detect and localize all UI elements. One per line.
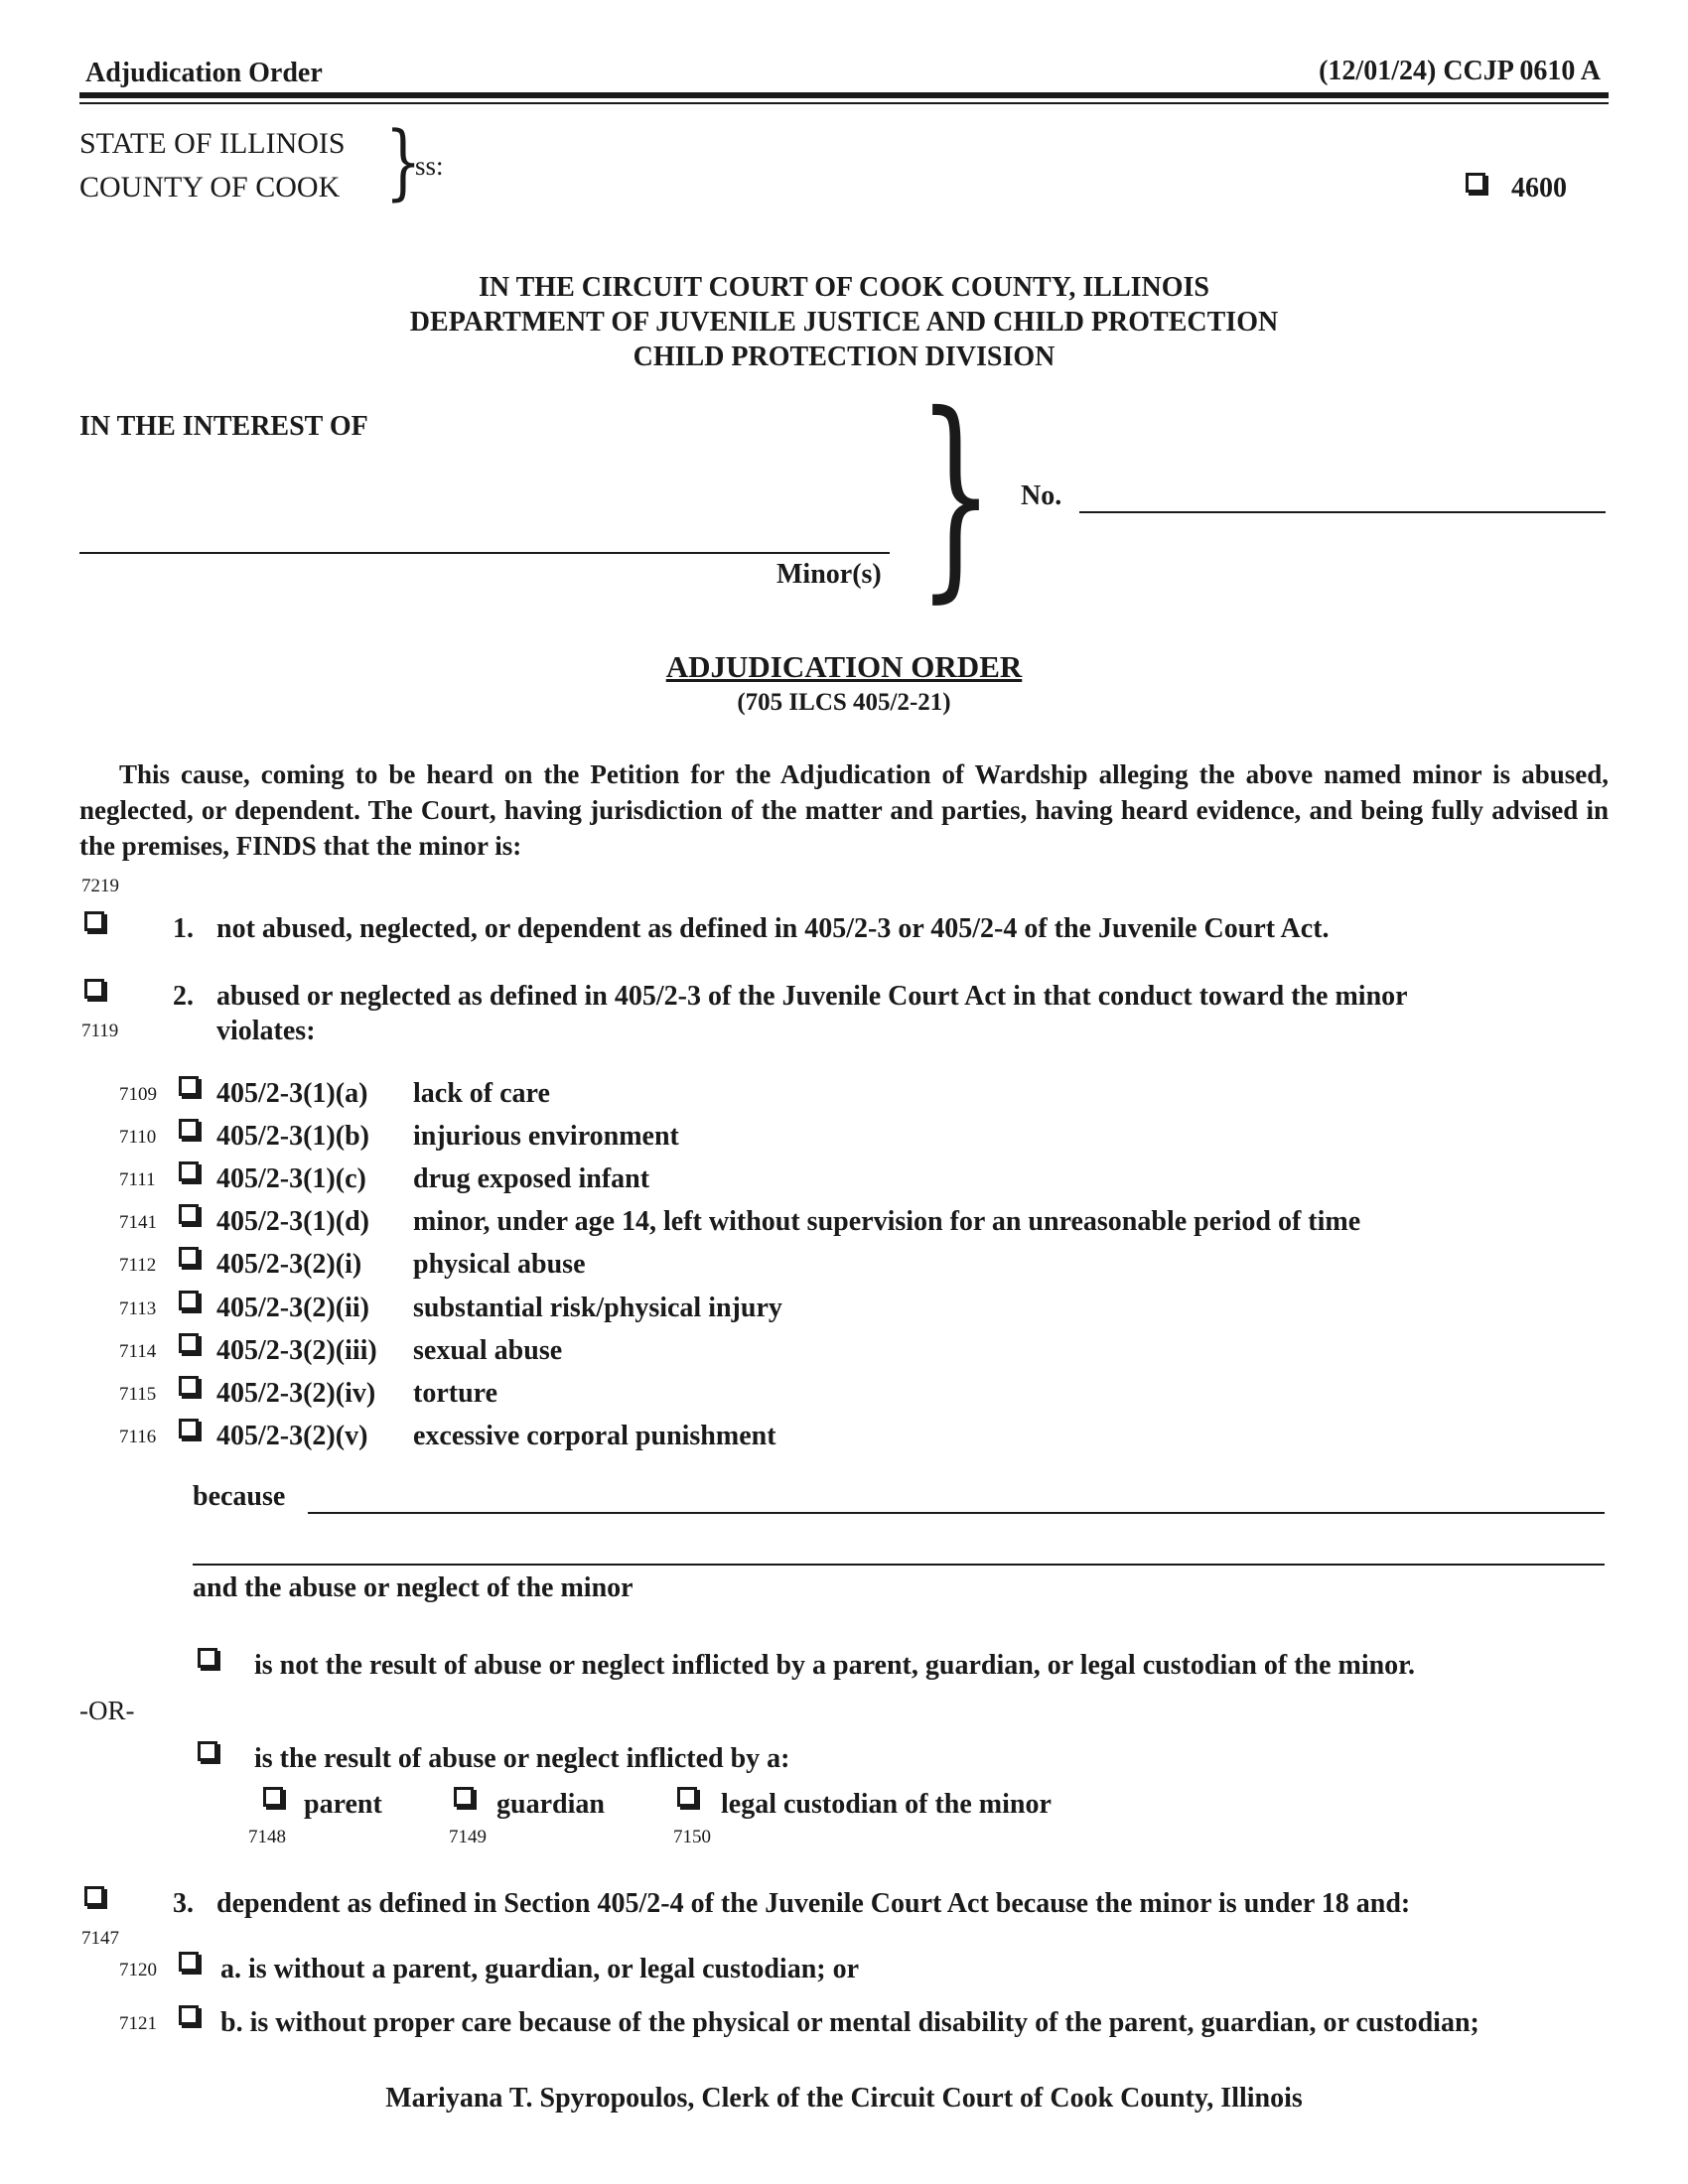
finding2-text-line2: violates: [216,1016,316,1046]
finding1-checkbox[interactable] [84,911,104,931]
order-statute: (705 ILCS 405/2-21) [737,689,951,716]
venue-state: STATE OF ILLINOIS [79,127,346,160]
violation-checkbox[interactable] [179,1419,199,1438]
venue-ss: ss: [415,151,444,181]
legal-custodian-code: 7150 [673,1827,711,1847]
abuse-neglect-label: and the abuse or neglect of the minor [193,1572,633,1603]
violation-section: 405/2-3(1)(c) [216,1163,366,1194]
violation-description: substantial risk/physical injury [413,1293,782,1323]
order-title: ADJUDICATION ORDER [665,649,1023,684]
violation-checkbox[interactable] [179,1076,199,1096]
or-label: -OR- [79,1696,135,1725]
finding2-checkbox[interactable] [84,979,104,999]
finding2-code: 7119 [81,1021,119,1041]
violation-checkbox[interactable] [179,1333,199,1353]
violation-code: 7113 [119,1298,157,1319]
finding3-code: 7147 [81,1928,119,1949]
violation-description: torture [413,1378,497,1409]
finding3b-checkbox[interactable] [179,2005,199,2025]
violation-checkbox[interactable] [179,1119,199,1139]
parent-label: parent [304,1789,382,1820]
violation-checkbox[interactable] [179,1204,199,1224]
violation-code: 7114 [119,1341,157,1362]
parent-checkbox[interactable] [263,1787,283,1807]
violation-description: lack of care [413,1078,550,1109]
interest-of-label: IN THE INTEREST OF [79,411,368,442]
violation-section: 405/2-3(2)(ii) [216,1293,369,1323]
header-rule-thin [79,102,1609,104]
violation-description: injurious environment [413,1121,679,1152]
violation-description: drug exposed infant [413,1163,650,1194]
because-line-1[interactable] [308,1512,1605,1514]
violation-description: physical abuse [413,1249,586,1280]
violation-section: 405/2-3(2)(iii) [216,1335,377,1366]
guardian-code: 7149 [449,1827,487,1847]
finding1-num: 1. [173,913,194,944]
violation-code: 7141 [119,1212,157,1233]
finding3-text: dependent as defined in Section 405/2-4 of the Juvenile Court Act because the minor is under 18 and: [216,1888,1411,1919]
violation-code: 7112 [119,1255,157,1276]
violation-section: 405/2-3(1)(a) [216,1078,368,1109]
court-line2: DEPARTMENT OF JUVENILE JUSTICE AND CHILD PROTECTION [409,307,1279,338]
violation-code: 7110 [119,1127,157,1148]
finding3-checkbox[interactable] [84,1886,104,1906]
is-result-text: is the result of abuse or neglect inflicted by a: [254,1743,790,1774]
guardian-label: guardian [496,1789,605,1820]
violation-checkbox[interactable] [179,1376,199,1396]
caption-brace: } [917,367,994,621]
violation-checkbox[interactable] [179,1291,199,1310]
finding1-text: not abused, neglected, or dependent as defined in 405/2-3 or 405/2-4 of the Juvenile Court Act. [216,913,1330,944]
violation-section: 405/2-3(2)(i) [216,1249,362,1280]
code-4600: 4600 [1511,173,1567,204]
violation-section: 405/2-3(1)(d) [216,1206,369,1237]
because-line-2[interactable] [193,1564,1605,1566]
finding3b-code: 7121 [119,2013,157,2034]
violation-section: 405/2-3(1)(b) [216,1121,369,1152]
case-no-label: No. [1021,480,1062,511]
violation-code: 7115 [119,1384,157,1405]
finding2-text-line1: abused or neglected as defined in 405/2-3 of the Juvenile Court Act in that conduct toward the minor [216,981,1408,1012]
not-result-checkbox[interactable] [198,1648,217,1668]
finding2-num: 2. [173,981,194,1012]
parent-code: 7148 [248,1827,286,1847]
venue-brace: } [384,115,422,209]
finding3a-checkbox[interactable] [179,1952,199,1972]
violation-checkbox[interactable] [179,1161,199,1181]
finding3a-text: a. is without a parent, guardian, or legal custodian; or [220,1954,860,1984]
finding3a-code: 7120 [119,1960,157,1980]
case-no-line[interactable] [1079,511,1606,513]
guardian-checkbox[interactable] [454,1787,474,1807]
violation-description: minor, under age 14, left without supervision for an unreasonable period of time [413,1206,1361,1237]
violation-code: 7116 [119,1427,157,1447]
is-result-checkbox[interactable] [198,1741,217,1761]
form-code: (12/01/24) CCJP 0610 A [1319,56,1601,86]
not-result-text: is not the result of abuse or neglect inflicted by a parent, guardian, or legal custodian of the minor. [254,1650,1416,1681]
violation-section: 405/2-3(2)(iv) [216,1378,376,1409]
venue-county: COUNTY OF COOK [79,171,341,204]
finding3-num: 3. [173,1888,194,1919]
minor-name-line[interactable] [79,552,890,554]
violation-description: sexual abuse [413,1335,563,1366]
finding3b-text: b. is without proper care because of the physical or mental disability of the parent, guardian, or custodian; [220,2007,1479,2038]
clerk-footer: Mariyana T. Spyropoulos, Clerk of the Circuit Court of Cook County, Illinois [385,2083,1303,2114]
legal-custodian-label: legal custodian of the minor [721,1789,1052,1820]
violation-description: excessive corporal punishment [413,1421,776,1451]
violation-section: 405/2-3(2)(v) [216,1421,368,1451]
violation-code: 7111 [119,1169,156,1190]
header-rule [79,92,1609,98]
minors-label: Minor(s) [776,559,882,590]
court-line3: CHILD PROTECTION DIVISION [633,341,1055,372]
violation-code: 7109 [119,1084,157,1105]
form-title: Adjudication Order [85,58,323,88]
because-label: because [193,1481,286,1512]
legal-custodian-checkbox[interactable] [677,1787,697,1807]
finding1-code: 7219 [81,876,119,896]
code-4600-checkbox[interactable] [1466,173,1485,193]
court-line1: IN THE CIRCUIT COURT OF COOK COUNTY, ILLINOIS [479,272,1209,303]
intro-paragraph: This cause, coming to be heard on the Petition for the Adjudication of Wardship alleging the above named minor is abused, neglected, or dependent. The Court, having jurisdiction of the matter and parties, having heard evidence, and being fully advised in the premises, FINDS that the minor is: [79,759,1609,861]
violation-checkbox[interactable] [179,1247,199,1267]
